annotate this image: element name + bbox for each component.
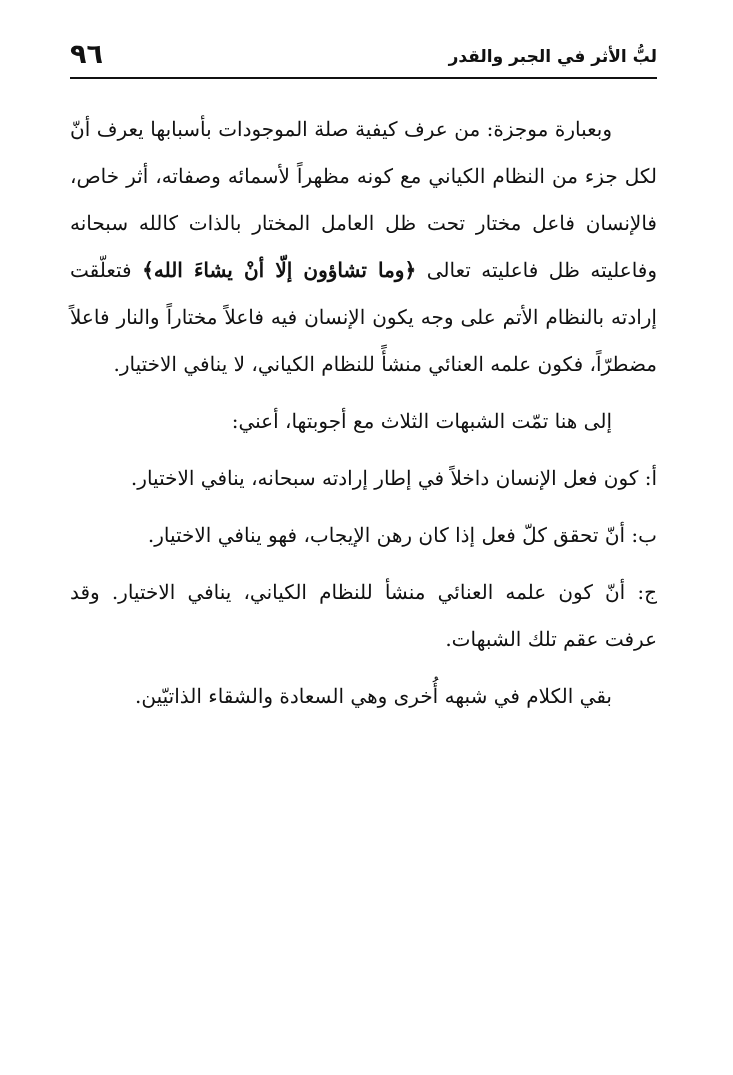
page-number: ٩٦ — [70, 39, 103, 70]
page-header — [70, 34, 657, 72]
body-text — [70, 106, 657, 720]
main-paragraph — [70, 106, 657, 388]
list-item-b: ب: أنّ تحقق كلّ فعل إذا كان رهن الإيجاب، فهو ينافي الاختيار. — [147, 523, 657, 547]
intro-paragraph: إلى هنا تمّت الشبهات الثلاث مع أجوبتها، أعني: — [231, 409, 612, 433]
list-item-c: ج: أنّ كون علمه العنائي منشأ للنظام الكياني، ينافي الاختيار. وقد عرفت عقم تلك الشبهات. — [70, 580, 657, 651]
final-paragraph: بقي الكلام في شبهه أُخرى وهي السعادة والشقاء الذاتيّين. — [135, 684, 612, 708]
running-title: لبُّ الأثر في الجبر والقدر — [448, 47, 657, 67]
main-paragraph-part1: وبعبارة موجزة: من عرف كيفية صلة الموجودات بأسبابها يعرف أنّ لكل جزء من النظام الكياني مع كونه مظهراً لأسمائه وصفاته، أثر خاص، فالإنسان فاعل مختار تحت ظل العامل المختار بالذات كالله سبحانه وفاعليته ظل فاعليته تعالى — [70, 117, 658, 282]
quran-quote: ﴿وما تشاؤون إلّا أنْ يشاءَ الله﴾ — [142, 258, 417, 282]
main-paragraph-part2: فتعلّقت إرادته بالنظام الأتم على وجه يكون الإنسان فيه فاعلاً مختاراً والنار فاعلاً مضطرّاً، فكون علمه العنائي منشأً للنظام الكياني، لا ينافي الاختيار. — [70, 258, 657, 376]
header-rule — [70, 77, 657, 79]
list-item-a: أ: كون فعل الإنسان داخلاً في إطار إرادته سبحانه، ينافي الاختيار. — [130, 466, 657, 490]
